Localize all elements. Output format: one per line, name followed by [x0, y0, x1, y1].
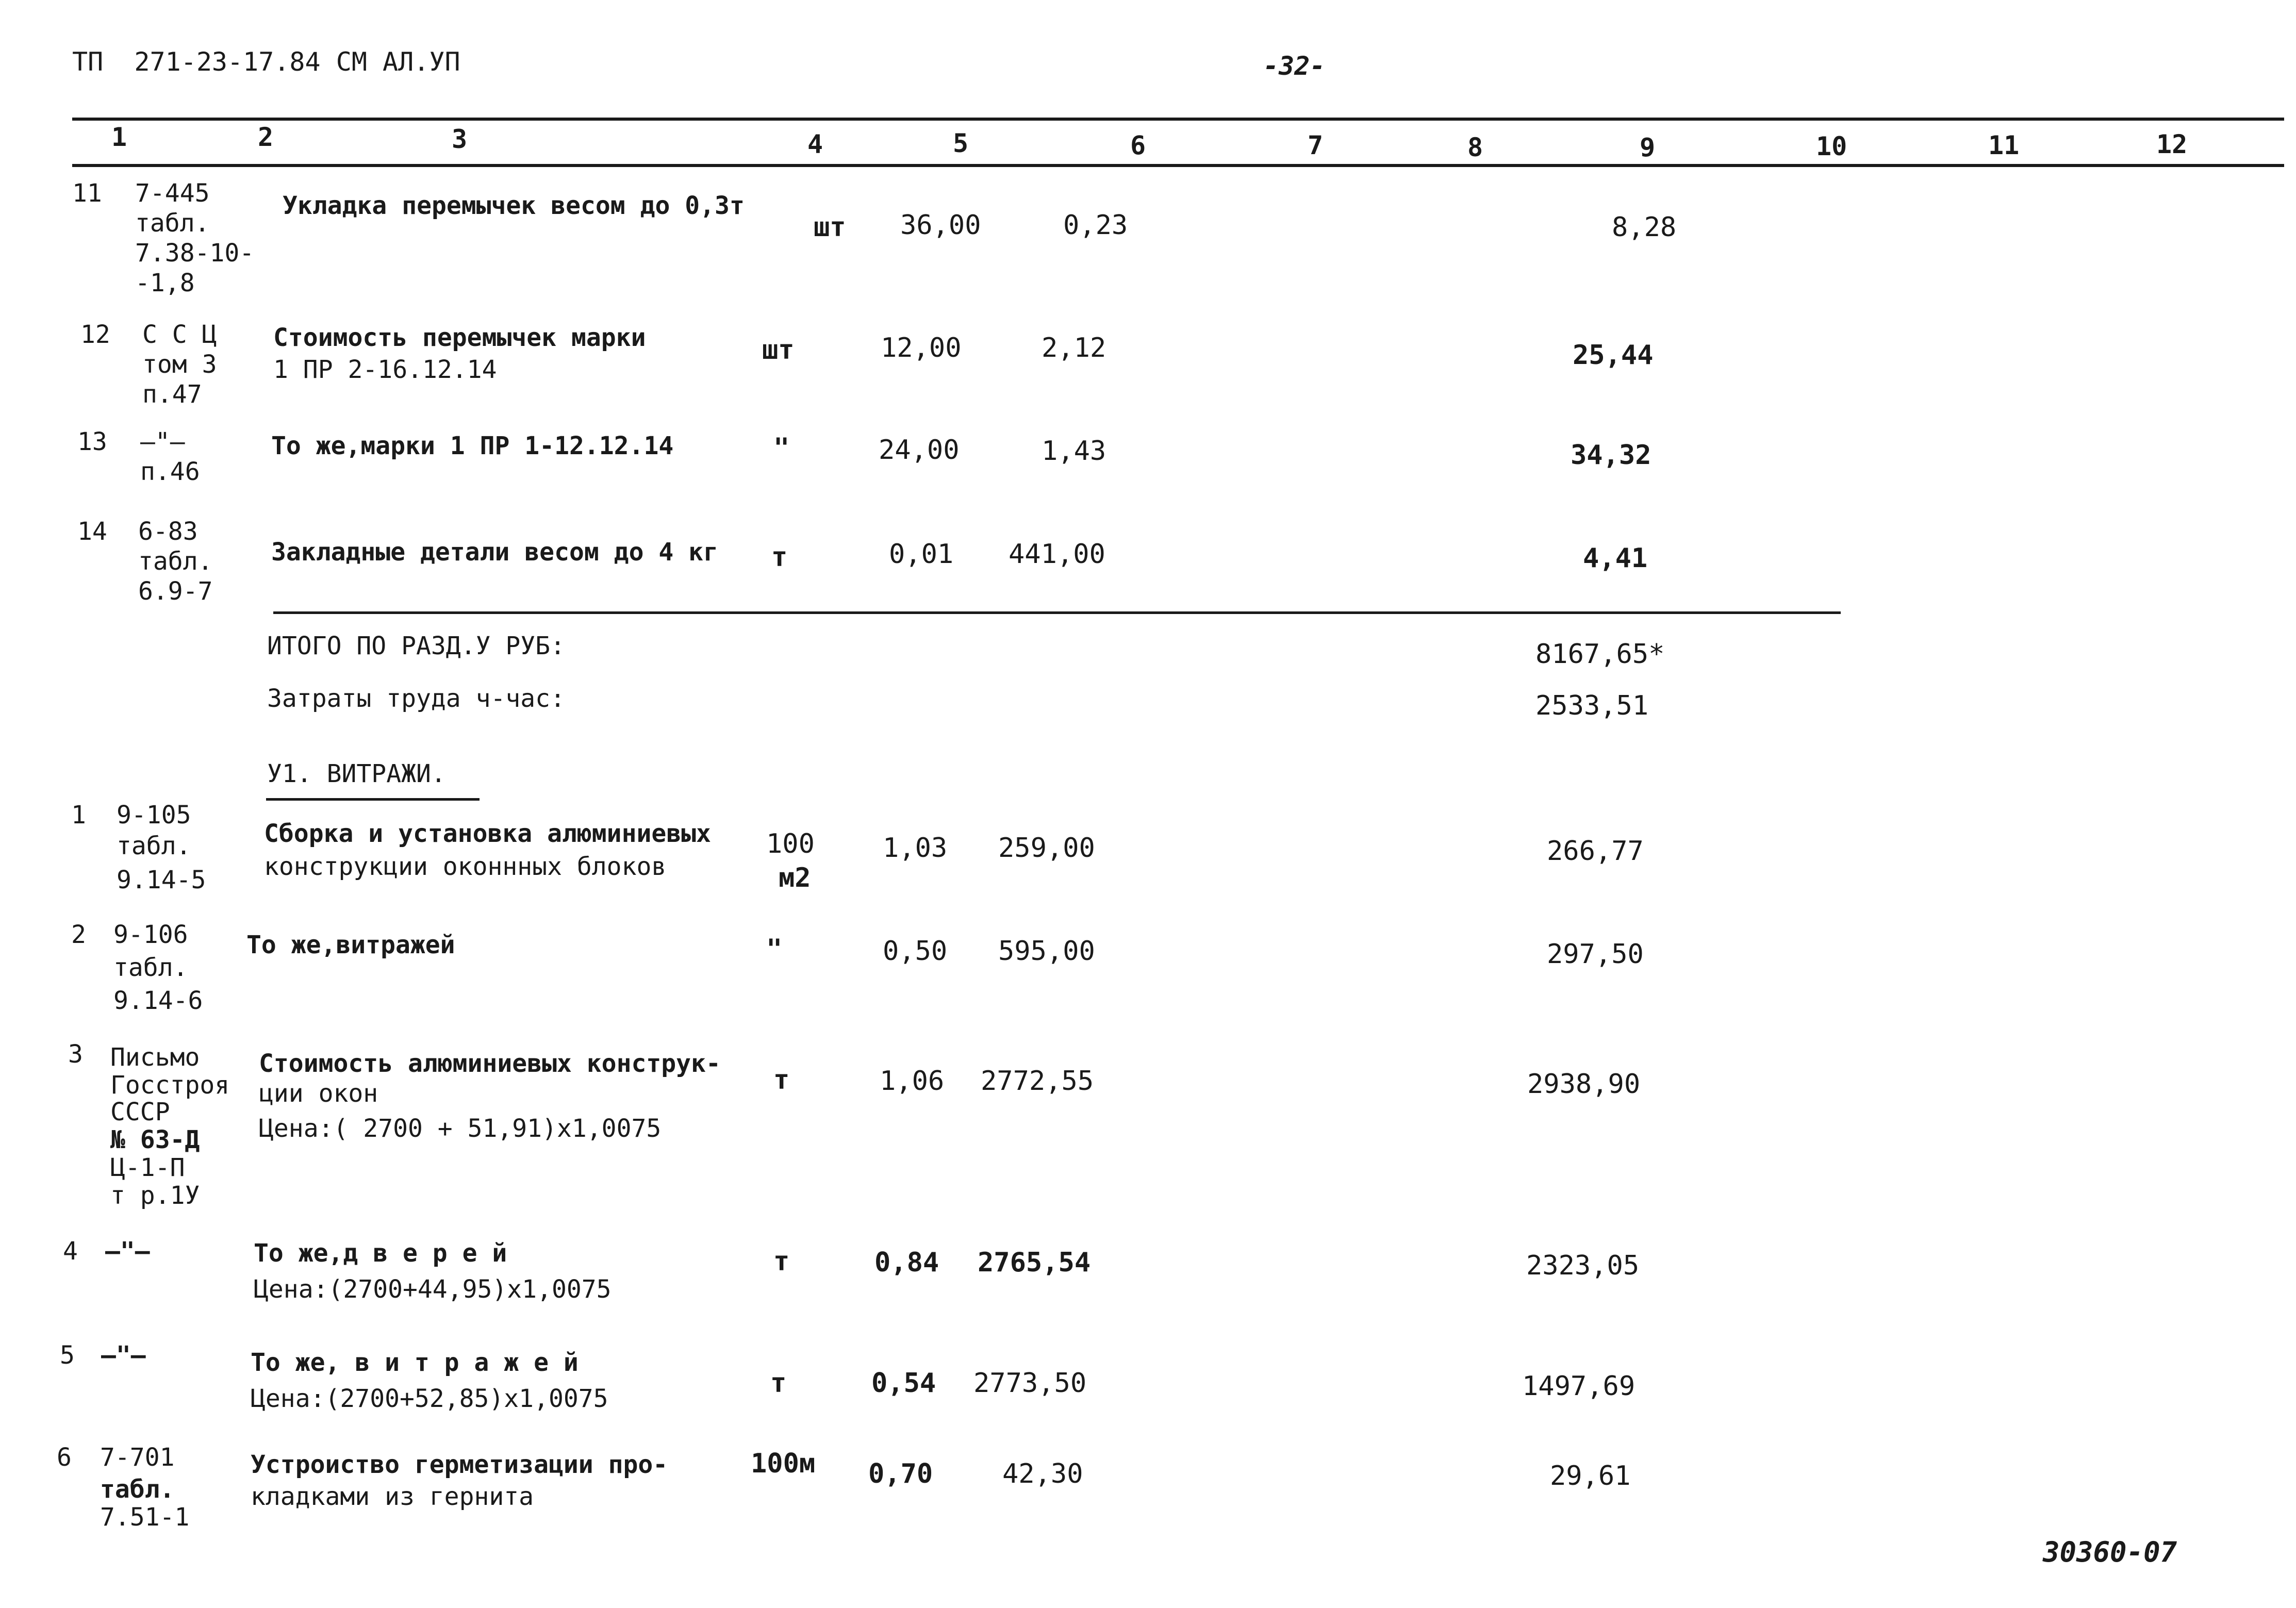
row-total: 34,32 [1571, 440, 1651, 471]
row-code: 7.38-10- [135, 239, 255, 268]
row-quantity: 24,00 [879, 435, 960, 466]
row-code: 9-106 [113, 920, 188, 949]
row-price: 2765,54 [978, 1247, 1091, 1278]
row-price: 0,23 [1063, 210, 1128, 241]
subtotal-rule [273, 611, 1841, 614]
column-header-8: 8 [1467, 132, 1483, 162]
header-top-rule [72, 118, 2284, 121]
row-code: № 63-Д [110, 1125, 200, 1154]
row-code: табл. [135, 209, 210, 238]
row-number: 12 [80, 320, 110, 349]
row-code: 9-105 [117, 801, 191, 830]
row-quantity: 12,00 [881, 333, 962, 363]
row-quantity: 0,54 [871, 1368, 936, 1399]
row-number: 14 [77, 517, 107, 546]
row-description: Цена:(2700+52,85)х1,0075 [251, 1384, 608, 1413]
row-unit: шт [762, 335, 795, 366]
row-description: конструкции оконнных блоков [264, 852, 667, 881]
column-header-2: 2 [258, 122, 274, 152]
row-unit: 100м [751, 1448, 816, 1479]
row-price: 2773,50 [973, 1368, 1087, 1399]
row-code: том 3 [142, 350, 217, 379]
row-quantity: 1,06 [880, 1066, 945, 1097]
row-code: —"— [105, 1237, 150, 1266]
row-unit: шт [814, 212, 846, 243]
column-header-12: 12 [2156, 129, 2188, 159]
row-code: 9.14-5 [117, 866, 206, 894]
row-description: То же,д в е р е й [254, 1239, 507, 1268]
row-quantity: 0,50 [883, 936, 948, 967]
row-code: табл. [138, 547, 213, 576]
row-description: кладками из гернита [251, 1482, 534, 1511]
row-code: 9.14-6 [113, 986, 203, 1015]
row-code: 7-445 [135, 179, 210, 208]
row-code: табл. [117, 832, 191, 860]
row-unit: т [773, 1246, 790, 1277]
column-header-6: 6 [1130, 130, 1146, 160]
row-description: То же,витражей [246, 931, 455, 959]
row-description: Укладка перемычек весом до 0,3т [283, 191, 745, 220]
row-total: 8,28 [1612, 212, 1677, 243]
column-header-3: 3 [452, 124, 468, 154]
row-quantity: 0,01 [889, 539, 954, 570]
row-price: 441,00 [1009, 539, 1105, 570]
row-number: 1 [71, 801, 86, 830]
row-description: ции окон [259, 1079, 378, 1108]
row-code: —"— [101, 1341, 146, 1370]
row-number: 3 [68, 1040, 83, 1069]
row-quantity: 0,84 [874, 1247, 939, 1278]
section-title-underline [266, 798, 480, 801]
section-total-label: ИТОГО ПО РАЗД.У РУБ: [267, 632, 565, 660]
header-bottom-rule [72, 164, 2284, 167]
row-quantity: 36,00 [900, 210, 981, 241]
row-unit: т [770, 1368, 787, 1399]
row-number: 11 [72, 179, 102, 208]
row-description: Стоимость перемычек марки [273, 323, 646, 352]
row-quantity: 0,70 [868, 1458, 933, 1489]
row-code: 6.9-7 [138, 577, 213, 606]
row-price: 2772,55 [981, 1066, 1094, 1097]
document-stamp: 30360-07 [2043, 1536, 2177, 1568]
row-total: 2323,05 [1526, 1250, 1640, 1281]
row-price: 595,00 [998, 936, 1095, 967]
row-code: Госстроя [110, 1071, 230, 1100]
column-header-5: 5 [953, 128, 969, 158]
row-code: СССР [110, 1098, 170, 1126]
row-total: 25,44 [1573, 340, 1654, 371]
column-header-4: 4 [807, 129, 823, 159]
row-code: Ц-1-П [110, 1153, 185, 1182]
row-unit: м2 [779, 863, 811, 893]
row-description: То же, в и т р а ж е й [251, 1348, 579, 1377]
row-code: Письмо [110, 1043, 200, 1072]
row-unit: т [773, 1065, 790, 1096]
row-code: т р.1У [110, 1181, 200, 1210]
row-description: Цена:( 2700 + 51,91)х1,0075 [259, 1114, 662, 1143]
row-unit: т [771, 542, 788, 573]
row-price: 2,12 [1042, 333, 1106, 363]
row-number: 6 [57, 1443, 72, 1472]
row-price: 42,30 [1002, 1458, 1083, 1489]
row-price: 259,00 [998, 833, 1095, 864]
row-code: п.47 [142, 380, 202, 409]
row-code: 7-701 [100, 1443, 175, 1472]
column-header-11: 11 [1988, 130, 2020, 160]
row-number: 4 [63, 1237, 78, 1266]
row-total: 297,50 [1547, 939, 1644, 970]
row-description: Закладные детали весом до 4 кг [271, 538, 718, 567]
row-code: С С Ц [142, 320, 217, 349]
row-total: 266,77 [1547, 836, 1644, 867]
row-code: табл. [113, 953, 188, 982]
row-code: табл. [100, 1475, 175, 1504]
column-header-9: 9 [1640, 132, 1656, 162]
row-code: 6-83 [138, 517, 198, 546]
row-number: 2 [71, 920, 86, 949]
row-code: —"— [140, 427, 185, 456]
row-code: -1,8 [135, 269, 195, 297]
row-code: п.46 [140, 457, 200, 486]
row-number: 5 [60, 1341, 75, 1370]
row-unit: " [773, 433, 790, 463]
column-header-1: 1 [111, 122, 127, 152]
row-number: 13 [77, 427, 107, 456]
row-unit: " [766, 934, 783, 965]
doc-code: ТП 271-23-17.84 СМ АЛ.УП [72, 47, 460, 77]
column-header-7: 7 [1308, 130, 1324, 160]
row-description: 1 ПР 2-16.12.14 [273, 355, 497, 384]
page-number: -32- [1263, 51, 1326, 81]
row-total: 2938,90 [1527, 1069, 1641, 1100]
labor-label: Затраты труда ч-час: [267, 684, 565, 713]
row-description: Стоимость алюминиевых конструк- [259, 1049, 721, 1078]
row-description: Цена:(2700+44,95)х1,0075 [254, 1275, 612, 1304]
row-description: Сборка и установка алюминиевых [264, 819, 711, 848]
row-total: 1497,69 [1522, 1371, 1636, 1402]
row-total: 29,61 [1550, 1461, 1631, 1491]
column-header-10: 10 [1816, 131, 1847, 161]
row-code: 7.51-1 [100, 1503, 190, 1532]
row-description: То же,марки 1 ПР 1-12.12.14 [271, 432, 674, 460]
section-total-value: 8167,65* [1535, 639, 1665, 670]
section-title: У1. ВИТРАЖИ. [267, 759, 446, 788]
labor-value: 2533,51 [1535, 690, 1649, 721]
row-description: Устроиство герметизации про- [251, 1450, 668, 1479]
row-quantity: 1,03 [883, 833, 948, 864]
row-total: 4,41 [1583, 543, 1648, 574]
row-price: 1,43 [1042, 436, 1106, 467]
row-unit: 100 [766, 828, 815, 859]
